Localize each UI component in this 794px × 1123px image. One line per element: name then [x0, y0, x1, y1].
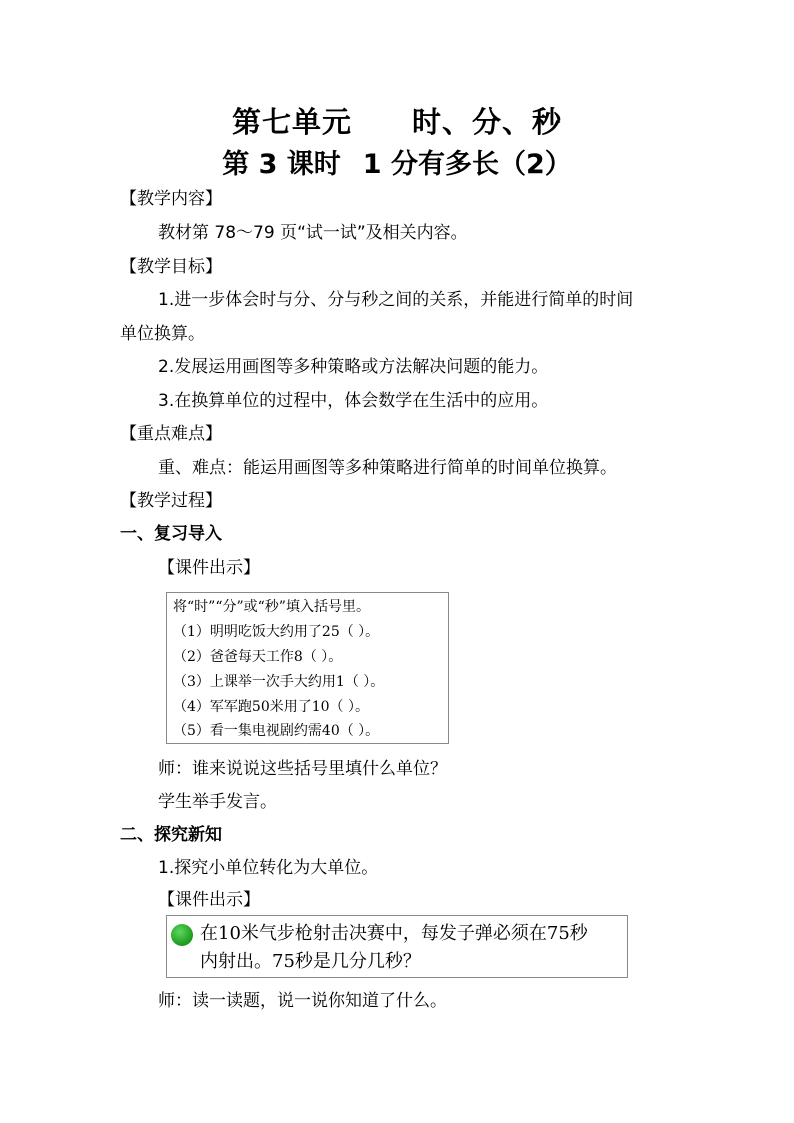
section-heading-process: 【教学过程】 [120, 491, 222, 511]
courseware-label-1: 【课件出示】 [158, 558, 260, 578]
step-1: 1.探究小单位转化为大单位。 [158, 858, 379, 878]
problem-line-1: 在10米气步枪射击决赛中，每发子弹必须在75秒 [200, 923, 588, 944]
problem-line-2: 内射出。75秒是几分几秒？ [200, 951, 421, 972]
goal-1-line-1: 1.进一步体会时与分、分与秒之间的关系，并能进行简单的时间 [158, 290, 634, 310]
goal-1-line-2: 单位换算。 [120, 324, 205, 344]
goal-2: 2.发展运用画图等多种策略或方法解决问题的能力。 [158, 357, 549, 377]
content-text: 教材第 78～79 页“试一试”及相关内容。 [158, 223, 468, 243]
section-heading-goals: 【教学目标】 [120, 257, 222, 277]
teacher-line-1: 师：谁来说说这些括号里填什么单位？ [158, 759, 447, 779]
goal-3: 3.在换算单位的过程中，体会数学在生活中的应用。 [158, 391, 549, 411]
exercise-item: （3）上课举一次手大约用1（ ）。 [173, 674, 385, 690]
key-points-text: 重、难点：能运用画图等多种策略进行简单的时间单位换算。 [158, 458, 617, 478]
green-dot-icon [171, 924, 193, 946]
lesson-number: 第 3 课时 [222, 149, 341, 180]
page-subtitle [0, 142, 794, 181]
lesson-name: 1 分有多长（2） [362, 149, 572, 180]
part-1-heading: 一、复习导入 [120, 524, 222, 544]
courseware-label-2: 【课件出示】 [158, 890, 260, 910]
page-title [0, 100, 794, 141]
teacher-line-2: 师：读一读题，说一说你知道了什么。 [158, 991, 447, 1011]
exercise-item: （1）明明吃饭大约用了25（ ）。 [173, 624, 380, 640]
problem-box [166, 915, 628, 978]
exercise-item: （5）看一集电视剧约需40（ ）。 [173, 723, 380, 739]
section-heading-content: 【教学内容】 [120, 189, 222, 209]
student-line-1: 学生举手发言。 [158, 792, 277, 812]
part-2-heading: 二、探究新知 [120, 825, 222, 845]
section-heading-key-points: 【重点难点】 [120, 424, 222, 444]
exercise-box [166, 592, 449, 744]
exercise-prompt: 将“时”“分”或“秒”填入括号里。 [173, 599, 370, 615]
exercise-item: （2）爸爸每天工作8（ ）。 [173, 649, 343, 665]
exercise-item: （4）军军跑50米用了10（ ）。 [173, 699, 369, 715]
unit-label: 第七单元 [231, 105, 352, 139]
unit-topic: 时、分、秒 [412, 105, 563, 139]
